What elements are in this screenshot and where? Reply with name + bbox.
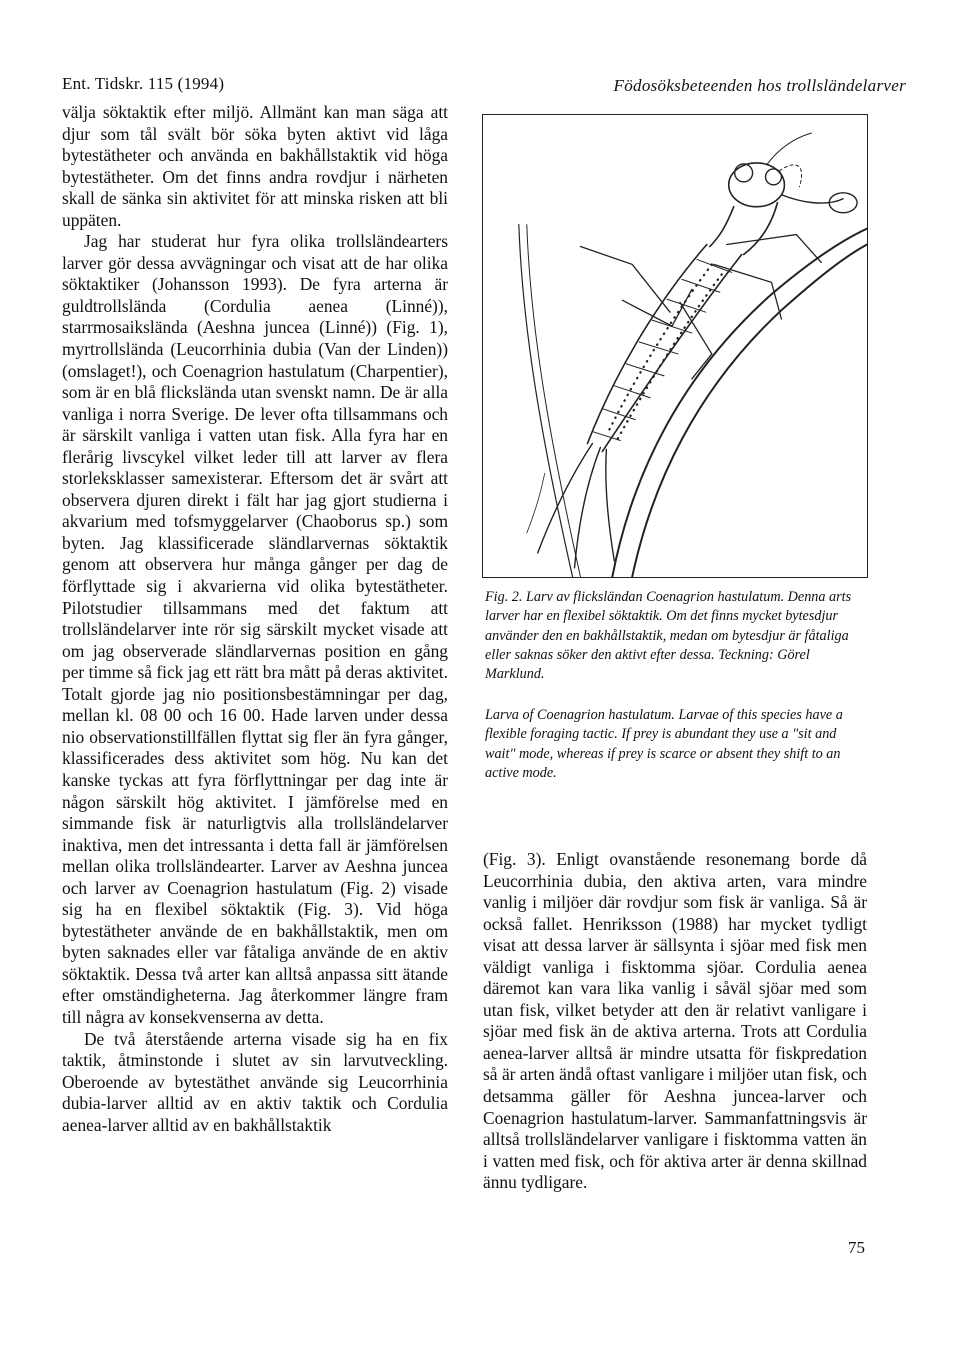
paragraph: Jag har studerat hur fyra olika trollsländearters larver gör dessa avvägningar och visat att de har olika söktaktiker (Johansson 1993). De fyra arterna är guldtrollslända (Cordulia aenea (Linné)), starrmosaikslända (Aeshna juncea (Linné)) (Fig. 1), myrtrollslända (Leucorrhinia dubia (Van der Linden)) (omslaget!), och Coenagrion hastulatum (Charpentier), som är en blå flickslända utan svenskt namn. De är alla vanliga i norra Sverige. De lever ofta tillsammans och är särskilt vanliga i vatten utan fisk. Alla fyra har en flerårig livscykel vilket leder till att larver av flera storleksklasser samexisterar. Eftersom det är svårt att observera djuren direkt i fält har jag gjort studierna i akvarium med tofsmyggelarver (Chaoborus sp.) som byten. Jag klassificerade sländlarvernas söktaktik genom att observera hur många gånger per dag de förflyttade sig i akvarierna vid olika bytestätheter. Pilotstudier tillsammans med det faktum att trollsländelarver inte rör sig särskilt mycket visade att om jag observerade sländlarvernas position en gång per timme så fick jag ett rätt bra mått på deras aktivitet. Totalt gjorde jag nio positionsbestämningar per dag, mellan kl. 08 00 och 16 00. Hade larven under dessa nio observationstillfällen flyttat sig fler än fyra gånger, klassificerades dess aktivitet som hög. Nu kan det kanske tyckas att fyra förflyttningar per dag inte är någon särskilt hög aktivitet. I jämförelse med en simmande fisk är naturligtvis alla trollsländelarver inaktiva, men det intressanta i detta fall är jämförelsen mellan olika trollsländearter. Larver av Aeshna juncea och larver av Coenagrion hastulatum (Fig. 2) visade sig ha en flexibel söktaktik (Fig. 3). Vid höga bytestätheter använde de en bakhållstaktik, men om byten saknades eller var fåtaliga använde de en aktiv söktaktik. Dessa två arter kan alltså anpassa sitt ätande efter omständigheterna. Jag återkommer längre fram till några av konsekvenserna av detta.: [62, 231, 448, 1027]
right-text-column: [483, 849, 867, 1194]
damselfly-larva-drawing: [483, 115, 867, 577]
figure-caption-english: [485, 706, 867, 783]
caption-text: Larva of Coenagrion hastulatum. Larvae of this species have a flexible foraging tactic. If prey is abundant they use a "sit and wait" mode, whereas if prey is scarce or absent they shift to an active mode.: [485, 707, 843, 781]
paragraph: (Fig. 3). Enligt ovanstående resonemang borde då Leucorrhinia dubia, den aktiva arten, vara mindre vanlig i miljöer där rovdjur som fisk är vanliga. Så är också fallet. Henriksson (1988) har mycket tydligt visat att dessa larver är sällsynta i sjöar med fisk men väldigt vanliga i fisktomma sjöar. Cordulia aenea däremot kan vara lika vanlig i såväl sjöar med som utan fisk, vilket betyder att den är relativt vanligare i sjöar med fisk än de aktiva arterna. Trots att Cordulia aenea-larver alltså är mindre utsatta för fiskpredation så är arten ändå oftast vanligare i miljöer utan fisk, och detsamma gäller för Aeshna juncea-larver och Coenagrion hastulatum-larver. Sammanfattningsvis är alltså trollsländelarver vanligare i fisktomma vatten än i vatten med fisk, och för aktiva arter är denna skillnad ännu tydligare.: [483, 849, 867, 1193]
figure-2-frame: [482, 114, 868, 578]
journal-citation: Ent. Tidskr. 115 (1994): [62, 74, 225, 93]
paragraph: välja söktaktik efter miljö. Allmänt kan man säga att djur som tål svält bör söka byten aktivt vid låga bytestätheter och använda en bakhållstaktik vid höga bytestätheter. Om det finns andra rovdjur i närheten skall de sänka sin aktivitet för att minska risken att bli uppäten.: [62, 102, 448, 230]
paragraph: De två återstående arterna visade sig ha en fix taktik, åtminstonde i slutet av sin larvutveckling. Oberoende av bytestäthet använde sig Leucorrhinia dubia-larver alltid av en aktiv taktik och Cordulia aenea-larver alltid av en bakhållstaktik: [62, 1028, 448, 1135]
running-title: Födosöksbeteenden hos trollsländelarver: [613, 76, 906, 95]
left-text-column: [62, 102, 448, 1136]
page-number: 75: [848, 1238, 865, 1257]
figure-label: Fig. 2.: [485, 589, 523, 605]
caption-text: Larv av flicksländan Coenagrion hastulatum. Denna arts larver har en flexibel söktaktik. Om det finns mycket bytesdjur använder den en bakhållstaktik, medan om bytesdjur är fåtaliga eller saknas söker den aktivt efter dessa. Teckning: Görel Marklund.: [485, 589, 852, 683]
figure-caption-swedish: [485, 588, 867, 684]
